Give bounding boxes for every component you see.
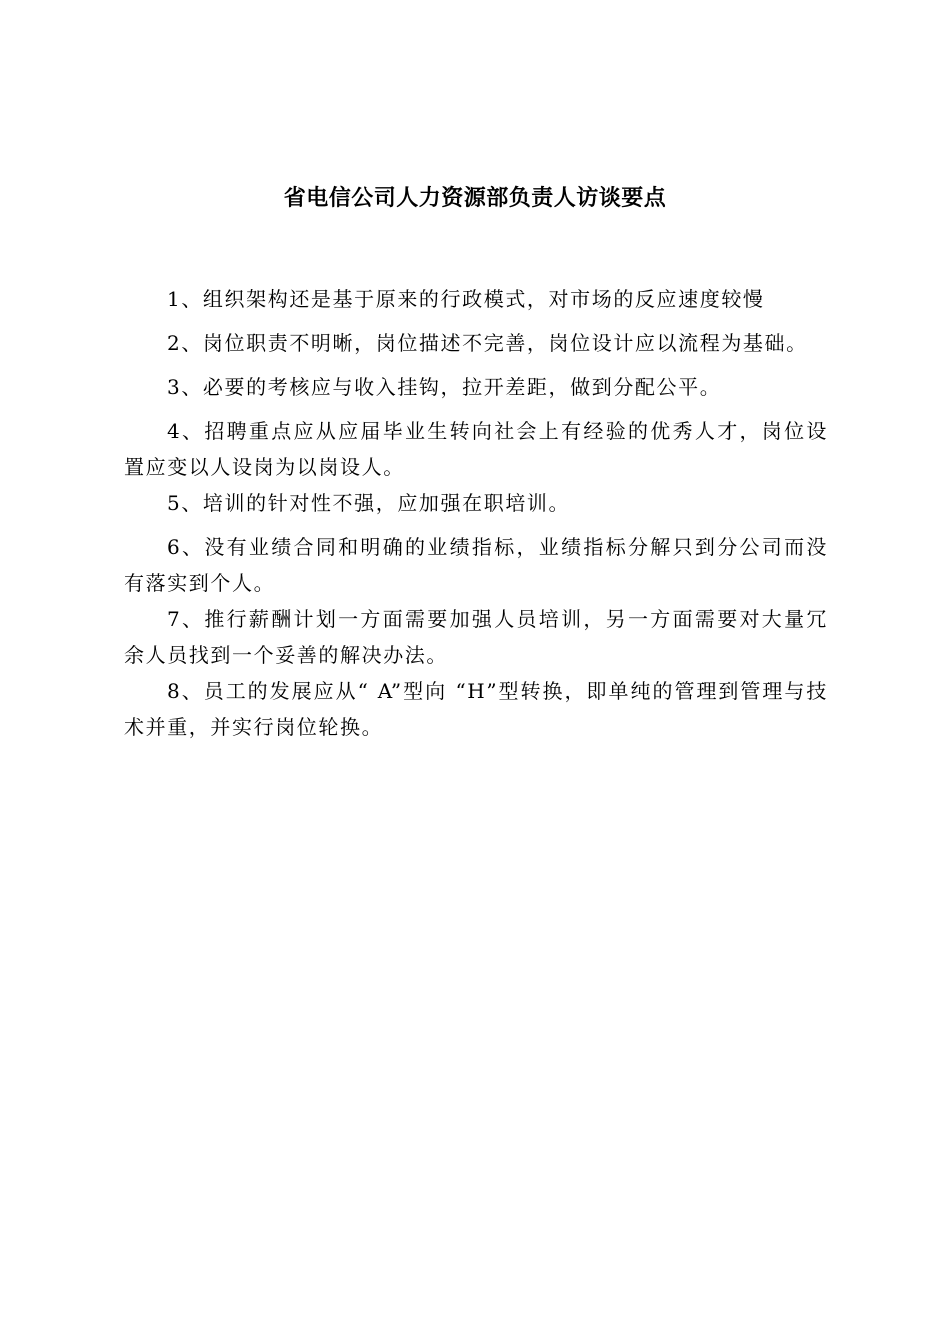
document-body [124, 281, 828, 745]
point-6: 6、没有业绩合同和明确的业绩指标，业绩指标分解只到分公司而没有落实到个人。 [124, 535, 828, 595]
point-8: 8、员工的发展应从“ A”型向 “H”型转换，即单纯的管理到管理与技术并重，并实行岗位轮换。 [124, 679, 828, 739]
document-title: 省电信公司人力资源部负责人访谈要点 [283, 186, 667, 211]
point-4: 4、招聘重点应从应届毕业生转向社会上有经验的优秀人才，岗位设置应变以人设岗为以岗设人。 [124, 419, 828, 479]
point-3: 3、必要的考核应与收入挂钩，拉开差距，做到分配公平。 [167, 375, 722, 399]
point-7: 7、推行薪酬计划一方面需要加强人员培训，另一方面需要对大量冗余人员找到一个妥善的解决办法。 [124, 607, 828, 667]
point-1: 1、组织架构还是基于原来的行政模式，对市场的反应速度较慢 [167, 287, 765, 311]
point-2: 2、岗位职责不明晰，岗位描述不完善，岗位设计应以流程为基础。 [167, 331, 808, 355]
point-5: 5、培训的针对性不强，应加强在职培训。 [167, 491, 571, 515]
